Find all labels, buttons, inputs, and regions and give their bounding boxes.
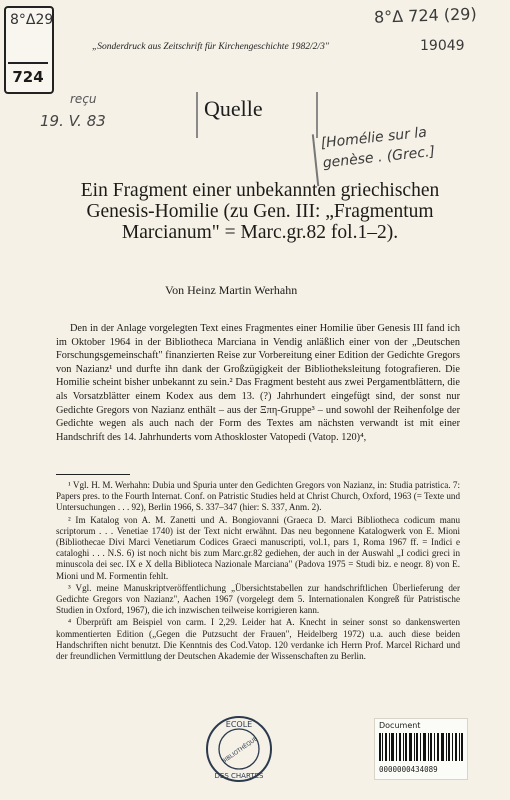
footnotes (56, 480, 460, 663)
footnote-rule (56, 474, 130, 475)
handwritten-shelfmark: 8°Δ 724 (29) (373, 4, 477, 27)
offprint-note: „Sonderdruck aus Zeitschrift für Kirchengeschichte 1982/2/3" (92, 42, 329, 52)
barcode-sticker (374, 718, 468, 780)
library-stamp (204, 714, 274, 784)
annotation-line-2: genèse . (Grec.] (322, 143, 436, 172)
stamp-text-middle: BIBLIOTHÈQUE (221, 736, 259, 766)
stamp-text-bottom: DES CHARTES (214, 772, 264, 780)
barcode-icon (379, 733, 463, 761)
stamp-number: 724 (8, 62, 48, 86)
library-stamp-seal (204, 714, 274, 784)
footnote-3: ³ Vgl. meine Manuskriptveröffentlichung „Übersichtstabellen zur handschriftlichen Überlieferung der Gedichte Gregors von Nazianz", Aachen 1967 (vorgelegt dem 5. Internationalen Kongreß für Patristische Studien in Oxford, 1967), die ich inzwischen teilweise korrigieren kann. (56, 582, 460, 616)
article-title: Ein Fragment einer unbekannten griechischen Genesis-Homilie (zu Gen. III: „Fragmentum Marcianum" = Marc.gr.82 fol.1–2). (80, 180, 440, 243)
footnote-1: ¹ Vgl. H. M. Werhahn: Dubia und Spuria unter den Gedichten Gregors von Nazianz, in: Studia patristica. 7: Papers pres. to the Fourth Internat. Conf. on Patristic Studies held at Christ Church, Oxford, 1963 (= Texte und Untersuchungen . . . 92), Berlin 1966, S. 337–347 (hier: S. 337, Anm. 2). (56, 480, 460, 513)
footnote-4: ⁴ Überprüft am Beispiel von carm. I 2,29. Leider hat A. Knecht in seiner sonst so dankenswerten kommentierten Edition („Gegen die Putzsucht der Frauen", Heidelberg 1972) u.a. auch diese beiden Handschriften nicht benutzt. Die Kenntnis des Cod.Vatop. 120 verdanke ich Herrn Prof. Marcel Richard und der freundlichen Vermittlung der Deutschen Akademie der Wissenschaften zu Berlin. (56, 617, 460, 662)
barcode-number: 0000000434089 (379, 765, 438, 774)
article-author: Von Heinz Martin Werhahn (165, 283, 298, 297)
footnote-2: ² Im Katalog von A. M. Zanetti und A. Bongiovanni (Graeca D. Marci Bibliotheca codicum manu scriptorum . . . Venetiae 1740) ist der Text nicht erwähnt. Das neu begonnene Katalogwerk von E. Mioni (Bibliothecae Divi Marci Venetiarum Codices Graeci manuscripti, vol.1, pars 1, Roma 1967 ff. = Indici e cataloghi . . . N.S. 6) ist noch nicht bis zum Marc.gr.82 gediehen, der auch in der Auswahl „I codici greci in minuscola dei sec. IX e X della Biblioteca Nazionale Marciana" (Padova 1975 = Studi biz. e neogr. 8) von E. Mioni und M. Formentin fehlt. (56, 514, 460, 581)
annotation-line-1: [Homélie sur la (319, 124, 428, 152)
call-number-stamp (4, 6, 54, 94)
section-label: Quelle (204, 96, 263, 121)
body-paragraph: Den in der Anlage vorgelegten Text eines Fragmentes einer Homilie über Genesis III fand ich im Oktober 1964 in der Bibliotheca Marciana in Vendig anläßlich einer von der „Deutschen Forschungsgemeinschaft" finanzierten Reise zur Vorbereitung einer Edition der Gedichte Gregors von Nazianz¹ und durfte ihn dank der Großzügigkeit der Bibliotheksleitung fotografieren. Die Homilie scheint bisher unbekannt zu sein.² Das Fragment besteht aus zwei Pergamentblättern, die als Vorsatzblätter einem Kodex aus dem 13. (?) Jahrhundert eingefügt sind, der sonst nur Gedichte Gregors von Nazianz enthält – aus der Ξπη-Gruppe³ – und sowohl der Reihenfolge der Gedichte wegen als auch nach der Form des Textes am nächsten verwandt ist mit einer Handschrift des 14. Jahrhunderts vom Athoskloster Vatopedi (Vatop. 120)⁴, (56, 323, 460, 443)
handwritten-inventory-number: 19049 (420, 38, 465, 54)
received-date: 19. V. 83 (40, 112, 106, 130)
sticker-label: Document (379, 721, 421, 730)
received-label: reçu (70, 92, 97, 106)
stamp-symbol: 8°Δ29 (10, 12, 54, 28)
stamp-text-top: ECOLE (225, 720, 253, 729)
handwritten-annotation (312, 114, 510, 186)
